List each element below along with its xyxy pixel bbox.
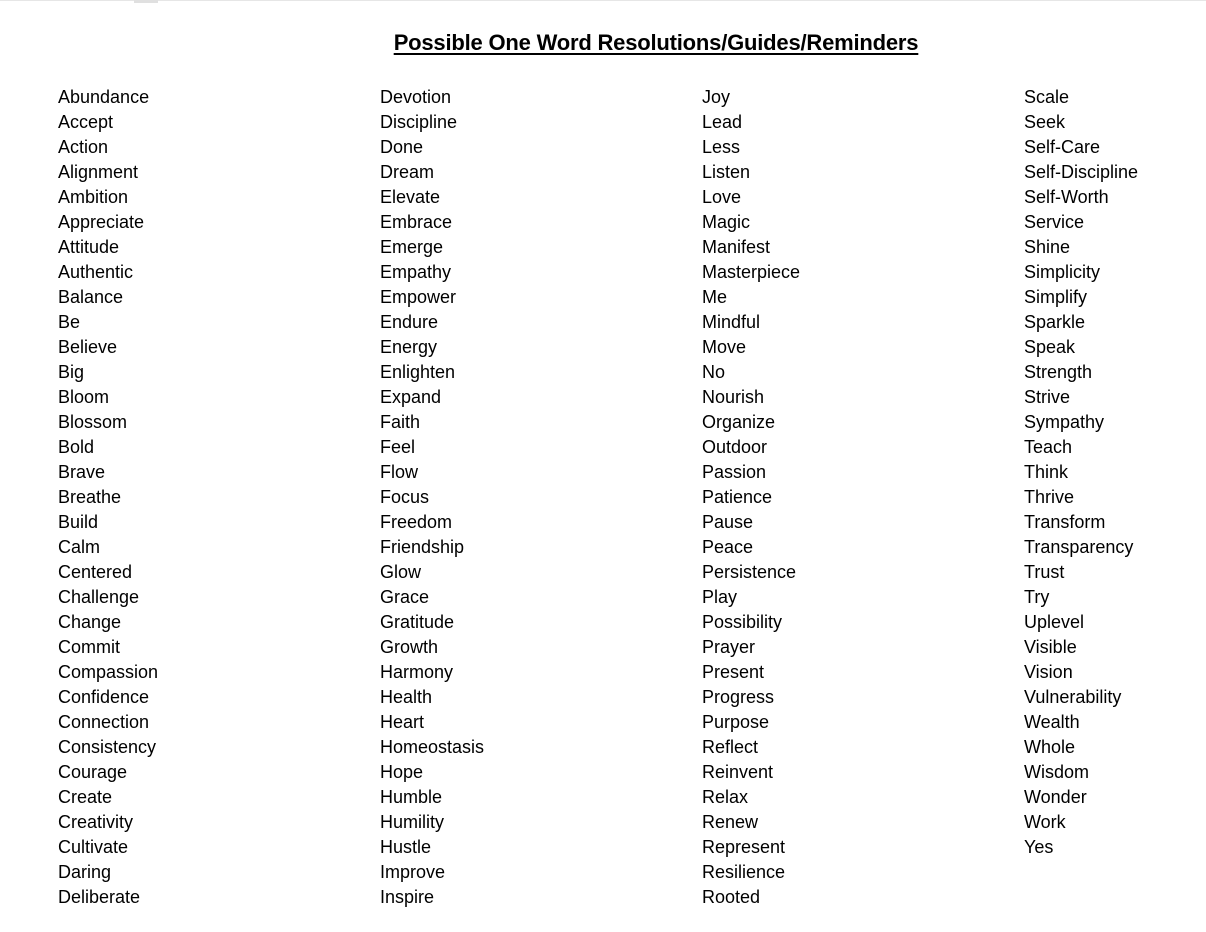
word-item: Sparkle: [1024, 312, 1086, 332]
word-item: Homeostasis: [380, 737, 485, 757]
word-item: Cultivate: [58, 837, 129, 857]
word-item: Trust: [1024, 562, 1065, 582]
word-item: Outdoor: [702, 437, 768, 457]
word-item: Courage: [58, 762, 128, 782]
word-item: Self-Worth: [1024, 187, 1109, 207]
word-item: Empower: [380, 287, 457, 307]
word-item: Inspire: [380, 887, 435, 907]
word-item: No: [702, 362, 726, 382]
word-item: Discipline: [380, 112, 458, 132]
word-item: Build: [58, 512, 99, 532]
word-item: Authentic: [58, 262, 134, 282]
word-item: Wealth: [1024, 712, 1080, 732]
word-item: Big: [58, 362, 85, 382]
word-item: Freedom: [380, 512, 453, 532]
word-item: Grace: [380, 587, 430, 607]
word-item: Compassion: [58, 662, 159, 682]
word-item: Simplify: [1024, 287, 1088, 307]
word-item: Vulnerability: [1024, 687, 1122, 707]
word-item: Possibility: [702, 612, 783, 632]
word-item: Masterpiece: [702, 262, 801, 282]
word-item: Empathy: [380, 262, 452, 282]
word-item: Pause: [702, 512, 754, 532]
word-item: Growth: [380, 637, 439, 657]
word-item: Emerge: [380, 237, 444, 257]
word-item: Whole: [1024, 737, 1076, 757]
word-item: Connection: [58, 712, 150, 732]
word-item: Listen: [702, 162, 751, 182]
word-item: Appreciate: [58, 212, 145, 232]
word-item: Friendship: [380, 537, 465, 557]
word-item: Consistency: [58, 737, 157, 757]
word-item: Me: [702, 287, 728, 307]
word-item: Passion: [702, 462, 767, 482]
word-item: Calm: [58, 537, 101, 557]
word-item: Attitude: [58, 237, 120, 257]
word-item: Work: [1024, 812, 1066, 832]
word-item: Reflect: [702, 737, 759, 757]
word-item: Focus: [380, 487, 430, 507]
page-top-marker: [134, 0, 158, 3]
word-item: Balance: [58, 287, 124, 307]
word-item: Done: [380, 137, 424, 157]
word-item: Deliberate: [58, 887, 141, 907]
word-item: Reinvent: [702, 762, 774, 782]
word-item: Represent: [702, 837, 786, 857]
word-item: Teach: [1024, 437, 1073, 457]
word-item: Progress: [702, 687, 775, 707]
word-column-2: [380, 86, 484, 911]
word-item: Peace: [702, 537, 754, 557]
word-item: Purpose: [702, 712, 770, 732]
word-item: Wonder: [1024, 787, 1087, 807]
word-item: Less: [702, 137, 741, 157]
word-item: Thrive: [1024, 487, 1075, 507]
word-item: Self-Care: [1024, 137, 1101, 157]
word-item: Strength: [1024, 362, 1093, 382]
word-item: Daring: [58, 862, 112, 882]
word-item: Centered: [58, 562, 133, 582]
word-item: Renew: [702, 812, 759, 832]
word-item: Breathe: [58, 487, 122, 507]
word-item: Magic: [702, 212, 751, 232]
word-item: Energy: [380, 337, 438, 357]
word-item: Embrace: [380, 212, 453, 232]
word-column-4: [1024, 86, 1138, 861]
word-item: Rooted: [702, 887, 761, 907]
word-item: Wisdom: [1024, 762, 1090, 782]
word-item: Love: [702, 187, 742, 207]
word-item: Joy: [702, 87, 731, 107]
word-item: Yes: [1024, 837, 1054, 857]
word-item: Feel: [380, 437, 416, 457]
word-item: Persistence: [702, 562, 797, 582]
word-item: Shine: [1024, 237, 1071, 257]
word-item: Relax: [702, 787, 749, 807]
word-item: Faith: [380, 412, 421, 432]
word-item: Create: [58, 787, 113, 807]
word-item: Enlighten: [380, 362, 456, 382]
word-item: Play: [702, 587, 738, 607]
word-item: Sympathy: [1024, 412, 1105, 432]
word-item: Uplevel: [1024, 612, 1085, 632]
word-item: Flow: [380, 462, 419, 482]
word-item: Challenge: [58, 587, 140, 607]
word-item: Strive: [1024, 387, 1071, 407]
word-item: Vision: [1024, 662, 1073, 682]
word-item: Health: [380, 687, 433, 707]
word-item: Devotion: [380, 87, 452, 107]
word-item: Self-Discipline: [1024, 162, 1139, 182]
word-item: Action: [58, 137, 109, 157]
word-item: Alignment: [58, 162, 139, 182]
word-item: Bloom: [58, 387, 110, 407]
word-item: Mindful: [702, 312, 761, 332]
word-item: Improve: [380, 862, 446, 882]
word-item: Ambition: [58, 187, 129, 207]
word-item: Blossom: [58, 412, 128, 432]
word-item: Prayer: [702, 637, 756, 657]
word-column-1: [58, 86, 158, 911]
word-item: Commit: [58, 637, 120, 657]
word-item: Present: [702, 662, 765, 682]
word-item: Scale: [1024, 87, 1070, 107]
word-item: Expand: [380, 387, 442, 407]
word-item: Patience: [702, 487, 773, 507]
word-item: Heart: [380, 712, 425, 732]
word-item: Glow: [380, 562, 422, 582]
word-item: Elevate: [380, 187, 441, 207]
word-item: Transparency: [1024, 537, 1134, 557]
page-top-border: [0, 0, 1206, 1]
word-item: Change: [58, 612, 122, 632]
word-item: Creativity: [58, 812, 134, 832]
word-item: Be: [58, 312, 81, 332]
word-item: Hope: [380, 762, 424, 782]
word-item: Transform: [1024, 512, 1106, 532]
word-item: Nourish: [702, 387, 765, 407]
word-item: Gratitude: [380, 612, 455, 632]
word-item: Speak: [1024, 337, 1076, 357]
word-item: Harmony: [380, 662, 454, 682]
word-item: Accept: [58, 112, 114, 132]
word-item: Manifest: [702, 237, 771, 257]
word-item: Service: [1024, 212, 1085, 232]
word-item: Visible: [1024, 637, 1077, 657]
word-item: Resilience: [702, 862, 786, 882]
word-item: Organize: [702, 412, 776, 432]
word-item: Confidence: [58, 687, 150, 707]
word-item: Simplicity: [1024, 262, 1101, 282]
document-title: Possible One Word Resolutions/Guides/Reminders: [393, 30, 919, 55]
word-item: Humble: [380, 787, 443, 807]
word-item: Think: [1024, 462, 1069, 482]
word-item: Endure: [380, 312, 439, 332]
word-item: Move: [702, 337, 747, 357]
word-item: Brave: [58, 462, 106, 482]
word-item: Bold: [58, 437, 95, 457]
word-item: Dream: [380, 162, 435, 182]
word-item: Abundance: [58, 87, 150, 107]
word-item: Try: [1024, 587, 1050, 607]
word-item: Lead: [702, 112, 743, 132]
word-item: Hustle: [380, 837, 432, 857]
word-item: Seek: [1024, 112, 1066, 132]
word-item: Humility: [380, 812, 445, 832]
word-item: Believe: [58, 337, 118, 357]
word-column-3: [702, 86, 800, 911]
